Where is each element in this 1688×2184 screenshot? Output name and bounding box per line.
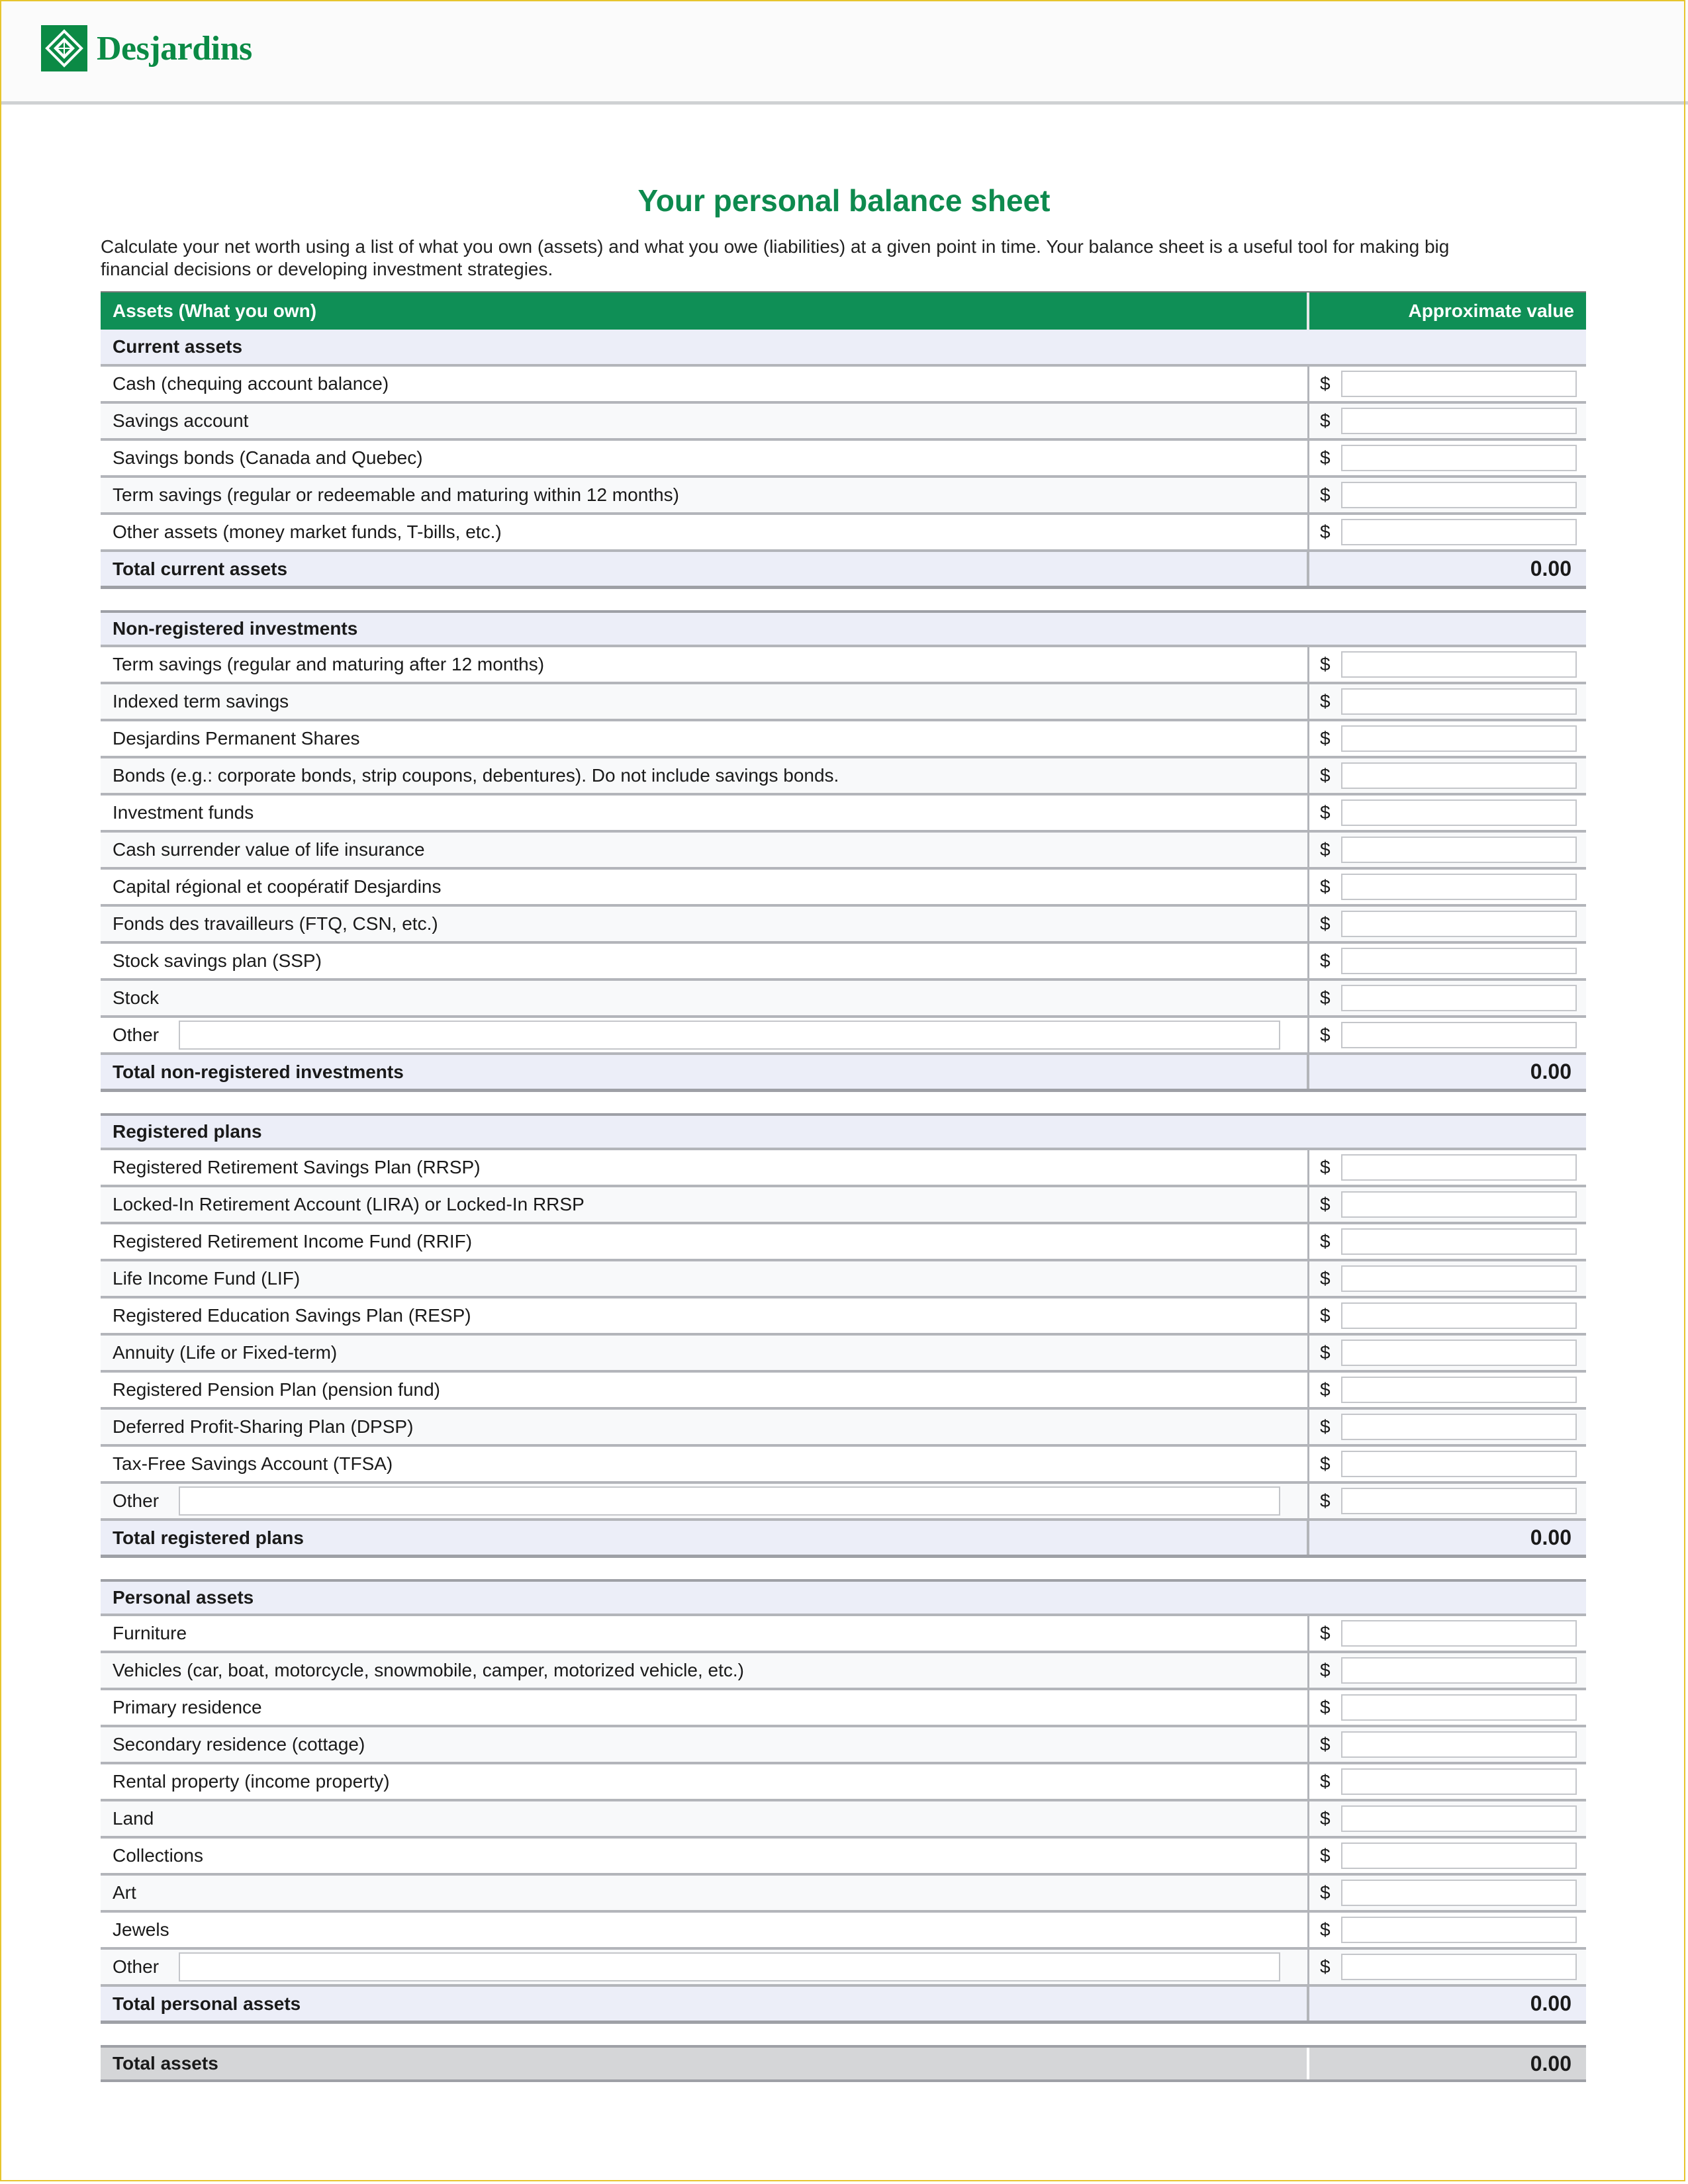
other-label: Other [113,1024,160,1045]
value-cell [1309,684,1586,719]
row-label: Savings bonds (Canada and Quebec) [101,441,1309,475]
row-label: Desjardins Permanent Shares [101,721,1309,756]
section-total-label: Total current assets [101,552,1309,586]
table-row [101,1839,1586,1876]
table-row [101,441,1586,478]
value-cell [1309,981,1586,1015]
table-row [101,647,1586,684]
currency-symbol: $ [1320,1660,1331,1680]
table-row [101,833,1586,870]
currency-symbol: $ [1320,1490,1331,1511]
amount-input[interactable] [1341,371,1577,397]
row-label: Investment funds [101,796,1309,830]
row-label: Vehicles (car, boat, motorcycle, snowmobile, camper, motorized vehicle, etc.) [101,1653,1309,1688]
currency-symbol: $ [1320,1268,1331,1289]
currency-symbol: $ [1320,1416,1331,1437]
value-cell [1309,1224,1586,1259]
row-label: Stock [101,981,1309,1015]
row-label: Land [101,1801,1309,1836]
table-row [101,870,1586,907]
amount-input[interactable] [1341,651,1577,678]
table-row [101,1447,1586,1484]
amount-input[interactable] [1341,1451,1577,1477]
amount-input[interactable] [1341,1917,1577,1943]
currency-symbol: $ [1320,1697,1331,1717]
amount-input[interactable] [1341,1954,1577,1980]
value-cell [1309,796,1586,830]
value-cell [1309,441,1586,475]
section-2 [101,1113,1586,1579]
amount-input[interactable] [1341,725,1577,752]
currency-symbol: $ [1320,728,1331,749]
row-label: Locked-In Retirement Account (LIRA) or Locked-In RRSP [101,1187,1309,1222]
other-description-input[interactable] [179,1486,1280,1516]
currency-symbol: $ [1320,802,1331,823]
row-label: Deferred Profit-Sharing Plan (DPSP) [101,1410,1309,1444]
table-row [101,367,1586,404]
row-label: Fonds des travailleurs (FTQ, CSN, etc.) [101,907,1309,941]
currency-symbol: $ [1320,410,1331,431]
section-total-row [101,1055,1586,1092]
table-row [101,1616,1586,1653]
table-row [101,1224,1586,1261]
amount-input[interactable] [1341,1228,1577,1255]
table-row [101,758,1586,796]
row-label: Art [101,1876,1309,1910]
currency-symbol: $ [1320,950,1331,971]
row-label-other [101,1018,1309,1052]
currency-symbol: $ [1320,691,1331,711]
amount-input[interactable] [1341,1805,1577,1832]
value-cell [1309,833,1586,867]
value-cell [1309,1410,1586,1444]
row-label: Jewels [101,1913,1309,1947]
currency-symbol: $ [1320,765,1331,786]
other-label: Other [113,1490,160,1511]
value-cell [1309,1336,1586,1370]
section-total-label: Total non-registered investments [101,1055,1309,1089]
amount-input[interactable] [1341,1265,1577,1292]
currency-symbol: $ [1320,1305,1331,1326]
value-cell [1309,1187,1586,1222]
row-label: Registered Retirement Income Fund (RRIF) [101,1224,1309,1259]
row-label: Other assets (money market funds, T-bills, etc.) [101,515,1309,549]
currency-symbol: $ [1320,654,1331,674]
row-label: Secondary residence (cottage) [101,1727,1309,1762]
currency-symbol: $ [1320,1623,1331,1643]
table-row-other [101,1484,1586,1521]
row-label: Collections [101,1839,1309,1873]
amount-input[interactable] [1341,985,1577,1011]
row-label-other [101,1950,1309,1984]
value-cell [1309,1801,1586,1836]
brand-name: Desjardins [97,29,252,68]
section-heading: Non-registered investments [101,610,1586,647]
value-cell [1309,1727,1586,1762]
section-spacer [101,589,1586,610]
section-total-label: Total personal assets [101,1987,1309,2021]
amount-input[interactable] [1341,1488,1577,1514]
value-cell [1309,404,1586,438]
currency-symbol: $ [1320,1882,1331,1903]
table-row [101,515,1586,552]
value-cell [1309,1913,1586,1947]
currency-symbol: $ [1320,1771,1331,1792]
table-row [101,478,1586,515]
value-cell [1309,758,1586,793]
value-cell [1309,367,1586,401]
other-description-input[interactable] [179,1021,1280,1050]
amount-input[interactable] [1341,1657,1577,1684]
row-label: Savings account [101,404,1309,438]
currency-symbol: $ [1320,1845,1331,1866]
intro-text: Calculate your net worth using a list of what you own (assets) and what you owe (liabilities) at a given point in time. Your balance sheet is a useful tool for making big financial decisions or developing investment strategies. [101,236,1450,279]
table-row [101,1150,1586,1187]
row-label: Annuity (Life or Fixed-term) [101,1336,1309,1370]
currency-symbol: $ [1320,839,1331,860]
amount-input[interactable] [1341,445,1577,471]
row-label: Registered Education Savings Plan (RESP) [101,1298,1309,1333]
row-label: Capital régional et coopératif Desjardins [101,870,1309,904]
value-cell [1309,907,1586,941]
amount-input[interactable] [1341,1694,1577,1721]
row-label: Bonds (e.g.: corporate bonds, strip coupons, debentures). Do not include savings bonds. [101,758,1309,793]
section-0 [101,330,1586,610]
grand-total-value: 0.00 [1530,2051,1571,2075]
section-total-value: 0.00 [1530,1991,1571,2015]
amount-input[interactable] [1341,688,1577,715]
row-label: Primary residence [101,1690,1309,1725]
row-label: Term savings (regular or redeemable and maturing within 12 months) [101,478,1309,512]
section-total-row [101,1987,1586,2024]
table-row [101,1410,1586,1447]
section-3 [101,1579,1586,2045]
row-label: Cash surrender value of life insurance [101,833,1309,867]
table-row [101,796,1586,833]
currency-symbol: $ [1320,1157,1331,1177]
value-cell [1309,1298,1586,1333]
grand-total-label: Total assets [101,2048,1309,2079]
column-header-value: Approximate value [1408,300,1574,321]
table-row [101,1801,1586,1839]
amount-input[interactable] [1341,874,1577,900]
desjardins-logo-icon [41,25,87,71]
value-cell [1309,1690,1586,1725]
amount-input[interactable] [1341,1620,1577,1647]
value-cell [1309,1150,1586,1185]
currency-symbol: $ [1320,1231,1331,1251]
amount-input[interactable] [1341,1191,1577,1218]
value-cell [1309,1373,1586,1407]
other-label: Other [113,1956,160,1977]
table-row [101,1187,1586,1224]
value-cell [1309,1653,1586,1688]
grand-total-row [101,2045,1586,2082]
table-row [101,721,1586,758]
amount-input[interactable] [1341,519,1577,545]
currency-symbol: $ [1320,1956,1331,1977]
value-cell [1309,1447,1586,1481]
currency-symbol: $ [1320,1342,1331,1363]
page-header [0,0,1688,105]
section-heading: Current assets [101,330,1586,367]
balance-sheet-table [101,291,1586,2082]
row-label: Tax-Free Savings Account (TFSA) [101,1447,1309,1481]
table-row [101,1913,1586,1950]
table-row-other [101,1950,1586,1987]
currency-symbol: $ [1320,1734,1331,1754]
table-row [101,404,1586,441]
currency-symbol: $ [1320,1808,1331,1829]
amount-input[interactable] [1341,1377,1577,1403]
value-cell [1309,1764,1586,1799]
row-label: Registered Pension Plan (pension fund) [101,1373,1309,1407]
amount-input[interactable] [1341,1880,1577,1906]
row-label: Cash (chequing account balance) [101,367,1309,401]
currency-symbol: $ [1320,987,1331,1008]
other-description-input[interactable] [179,1952,1280,1981]
section-heading: Personal assets [101,1579,1586,1616]
currency-symbol: $ [1320,484,1331,505]
value-cell [1309,1018,1586,1052]
amount-input[interactable] [1341,1731,1577,1758]
table-row [101,1373,1586,1410]
amount-input[interactable] [1341,1302,1577,1329]
table-row-other [101,1018,1586,1055]
value-cell [1309,1616,1586,1651]
currency-symbol: $ [1320,1379,1331,1400]
value-cell [1309,647,1586,682]
value-cell [1309,721,1586,756]
currency-symbol: $ [1320,1453,1331,1474]
amount-input[interactable] [1341,911,1577,937]
amount-input[interactable] [1341,799,1577,826]
table-header [101,291,1586,330]
section-spacer [101,2024,1586,2045]
section-total-row [101,1521,1586,1558]
amount-input[interactable] [1341,1768,1577,1795]
table-row [101,1261,1586,1298]
table-row [101,684,1586,721]
section-total-value: 0.00 [1530,557,1571,580]
value-cell [1309,1261,1586,1296]
currency-symbol: $ [1320,1919,1331,1940]
column-header-assets: Assets (What you own) [101,293,1309,330]
value-cell [1309,515,1586,549]
table-row [101,1764,1586,1801]
amount-input[interactable] [1341,762,1577,789]
amount-input[interactable] [1341,408,1577,434]
section-total-value: 0.00 [1530,1060,1571,1083]
value-cell [1309,1484,1586,1518]
table-row [101,1336,1586,1373]
currency-symbol: $ [1320,1024,1331,1045]
amount-input[interactable] [1341,1414,1577,1440]
amount-input[interactable] [1341,1843,1577,1869]
row-label: Stock savings plan (SSP) [101,944,1309,978]
section-total-value: 0.00 [1530,1525,1571,1549]
amount-input[interactable] [1341,482,1577,508]
table-row [101,1690,1586,1727]
value-cell [1309,1950,1586,1984]
currency-symbol: $ [1320,447,1331,468]
amount-input[interactable] [1341,948,1577,974]
section-spacer [101,1092,1586,1113]
table-row [101,1298,1586,1336]
amount-input[interactable] [1341,1022,1577,1048]
row-label: Life Income Fund (LIF) [101,1261,1309,1296]
amount-input[interactable] [1341,837,1577,863]
currency-symbol: $ [1320,1194,1331,1214]
amount-input[interactable] [1341,1154,1577,1181]
value-cell [1309,1839,1586,1873]
table-row [101,1876,1586,1913]
section-1 [101,610,1586,1113]
row-label: Rental property (income property) [101,1764,1309,1799]
table-row [101,1653,1586,1690]
value-cell [1309,944,1586,978]
table-row [101,907,1586,944]
row-label: Registered Retirement Savings Plan (RRSP) [101,1150,1309,1185]
table-row [101,1727,1586,1764]
currency-symbol: $ [1320,373,1331,394]
table-row [101,944,1586,981]
currency-symbol: $ [1320,522,1331,542]
row-label-other [101,1484,1309,1518]
section-heading: Registered plans [101,1113,1586,1150]
currency-symbol: $ [1320,876,1331,897]
desjardins-logo [41,25,252,71]
table-row [101,981,1586,1018]
section-total-row [101,552,1586,589]
currency-symbol: $ [1320,913,1331,934]
amount-input[interactable] [1341,1340,1577,1366]
value-cell [1309,870,1586,904]
page-title: Your personal balance sheet [637,183,1051,218]
value-cell [1309,478,1586,512]
section-total-label: Total registered plans [101,1521,1309,1555]
row-label: Term savings (regular and maturing after 12 months) [101,647,1309,682]
value-cell [1309,1876,1586,1910]
row-label: Furniture [101,1616,1309,1651]
section-spacer [101,1558,1586,1579]
row-label: Indexed term savings [101,684,1309,719]
